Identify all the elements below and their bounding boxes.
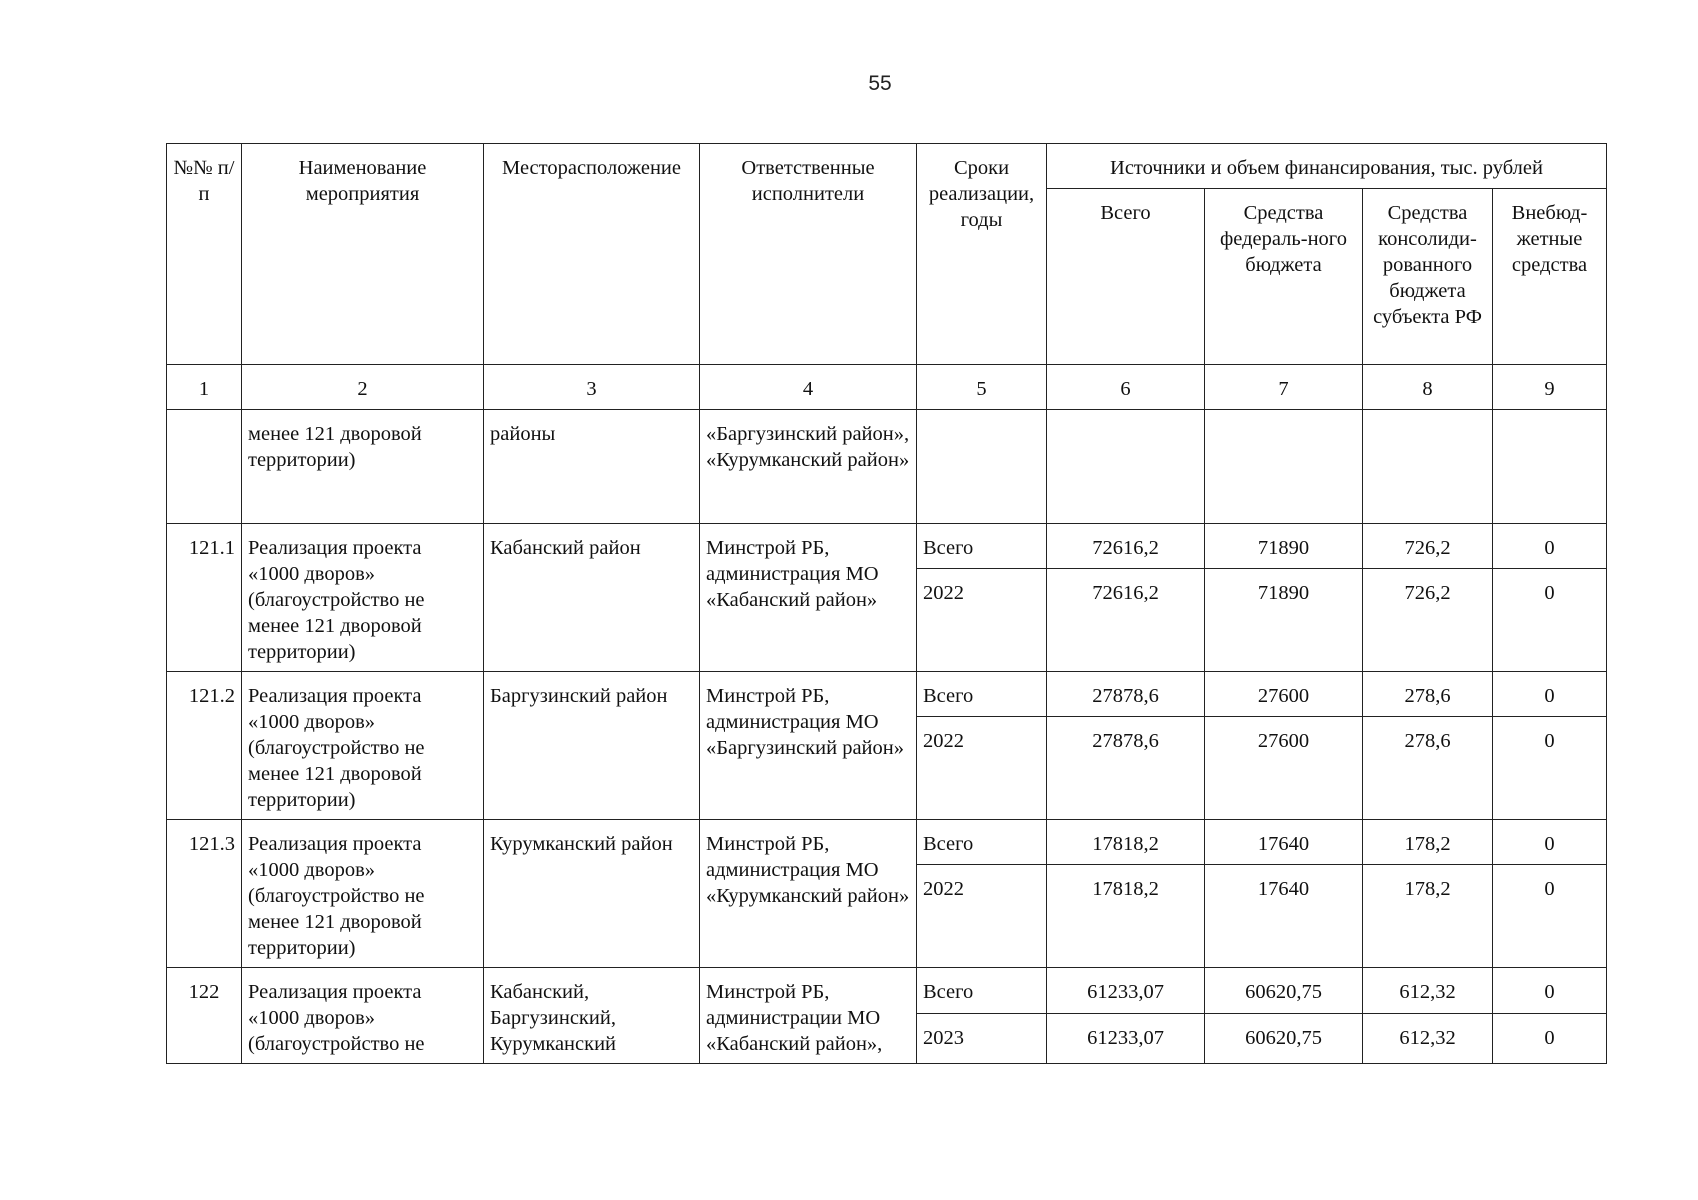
column-number: 3 <box>484 365 700 410</box>
continuation-num <box>167 410 242 524</box>
row-executors: Минстрой РБ, администрация МО «Кабанский район» <box>700 524 917 672</box>
row-period: 2022 <box>917 717 1047 820</box>
header-financing: Источники и объем финансирования, тыс. рублей <box>1047 144 1607 189</box>
column-number: 4 <box>700 365 917 410</box>
row-federal: 17640 <box>1205 865 1363 968</box>
row-regional: 726,2 <box>1363 524 1493 569</box>
row-executors: Минстрой РБ, администрация МО «Баргузинский район» <box>700 672 917 820</box>
row-period: Всего <box>917 524 1047 569</box>
row-num: 121.1 <box>167 524 242 672</box>
table-row <box>167 968 1607 1014</box>
row-federal: 17640 <box>1205 820 1363 865</box>
empty-cell <box>1363 410 1493 524</box>
header-regional: Средства консолиди-рованного бюджета субъекта РФ <box>1363 189 1493 365</box>
row-total: 61233,07 <box>1047 1014 1205 1064</box>
row-extra: 0 <box>1493 717 1607 820</box>
row-federal: 71890 <box>1205 524 1363 569</box>
column-number: 6 <box>1047 365 1205 410</box>
row-name: Реализация проекта «1000 дворов» (благоустройство не <box>242 968 484 1064</box>
header-num: №№ п/п <box>167 144 242 365</box>
row-location: Кабанский, Баргузинский, Курумканский <box>484 968 700 1064</box>
header-period: Сроки реализации, годы <box>917 144 1047 365</box>
row-regional: 726,2 <box>1363 569 1493 672</box>
empty-cell <box>1047 410 1205 524</box>
column-number: 1 <box>167 365 242 410</box>
row-num: 121.3 <box>167 820 242 968</box>
row-period: 2022 <box>917 569 1047 672</box>
row-federal: 60620,75 <box>1205 968 1363 1014</box>
row-period: Всего <box>917 672 1047 717</box>
row-extra: 0 <box>1493 820 1607 865</box>
row-regional: 178,2 <box>1363 865 1493 968</box>
column-number: 9 <box>1493 365 1607 410</box>
row-regional: 612,32 <box>1363 968 1493 1014</box>
empty-cell <box>917 410 1047 524</box>
continuation-location: районы <box>484 410 700 524</box>
row-location: Кабанский район <box>484 524 700 672</box>
row-regional: 278,6 <box>1363 717 1493 820</box>
row-location: Курумканский район <box>484 820 700 968</box>
row-federal: 27600 <box>1205 672 1363 717</box>
row-total: 72616,2 <box>1047 524 1205 569</box>
column-number: 7 <box>1205 365 1363 410</box>
continuation-name: менее 121 дворовой территории) <box>242 410 484 524</box>
row-federal: 60620,75 <box>1205 1014 1363 1064</box>
row-extra: 0 <box>1493 569 1607 672</box>
table-row <box>167 672 1607 717</box>
row-executors: Минстрой РБ, администрации МО «Кабанский район», <box>700 968 917 1064</box>
row-extra: 0 <box>1493 524 1607 569</box>
row-total: 17818,2 <box>1047 865 1205 968</box>
row-regional: 278,6 <box>1363 672 1493 717</box>
row-extra: 0 <box>1493 968 1607 1014</box>
continuation-executors: «Баргузинский район», «Курумканский район» <box>700 410 917 524</box>
row-period: 2023 <box>917 1014 1047 1064</box>
continuation-row <box>167 410 1607 524</box>
row-total: 17818,2 <box>1047 820 1205 865</box>
header-name: Наименование мероприятия <box>242 144 484 365</box>
empty-cell <box>1493 410 1607 524</box>
row-executors: Минстрой РБ, администрация МО «Курумканский район» <box>700 820 917 968</box>
row-num: 121.2 <box>167 672 242 820</box>
column-numbers-row <box>167 365 1607 410</box>
financing-table <box>166 143 1607 1064</box>
table-row <box>167 524 1607 569</box>
header-federal: Средства федераль-ного бюджета <box>1205 189 1363 365</box>
row-extra: 0 <box>1493 865 1607 968</box>
row-regional: 612,32 <box>1363 1014 1493 1064</box>
row-period: Всего <box>917 820 1047 865</box>
header-executors: Ответственные исполнители <box>700 144 917 365</box>
page-number: 55 <box>868 72 892 95</box>
header-location: Месторасположение <box>484 144 700 365</box>
row-total: 72616,2 <box>1047 569 1205 672</box>
row-total: 61233,07 <box>1047 968 1205 1014</box>
column-number: 5 <box>917 365 1047 410</box>
row-federal: 27600 <box>1205 717 1363 820</box>
row-location: Баргузинский район <box>484 672 700 820</box>
row-period: 2022 <box>917 865 1047 968</box>
row-name: Реализация проекта «1000 дворов» (благоустройство не менее 121 дворовой территории) <box>242 672 484 820</box>
row-extra: 0 <box>1493 672 1607 717</box>
empty-cell <box>1205 410 1363 524</box>
row-extra: 0 <box>1493 1014 1607 1064</box>
row-name: Реализация проекта «1000 дворов» (благоустройство не менее 121 дворовой территории) <box>242 524 484 672</box>
table-row <box>167 820 1607 865</box>
row-period: Всего <box>917 968 1047 1014</box>
row-name: Реализация проекта «1000 дворов» (благоустройство не менее 121 дворовой территории) <box>242 820 484 968</box>
row-federal: 71890 <box>1205 569 1363 672</box>
row-total: 27878,6 <box>1047 672 1205 717</box>
header-total: Всего <box>1047 189 1205 365</box>
column-number: 8 <box>1363 365 1493 410</box>
column-number: 2 <box>242 365 484 410</box>
row-regional: 178,2 <box>1363 820 1493 865</box>
row-num: 122 <box>167 968 242 1064</box>
header-extra: Внебюд-жетные средства <box>1493 189 1607 365</box>
header-row <box>167 144 1607 189</box>
row-total: 27878,6 <box>1047 717 1205 820</box>
